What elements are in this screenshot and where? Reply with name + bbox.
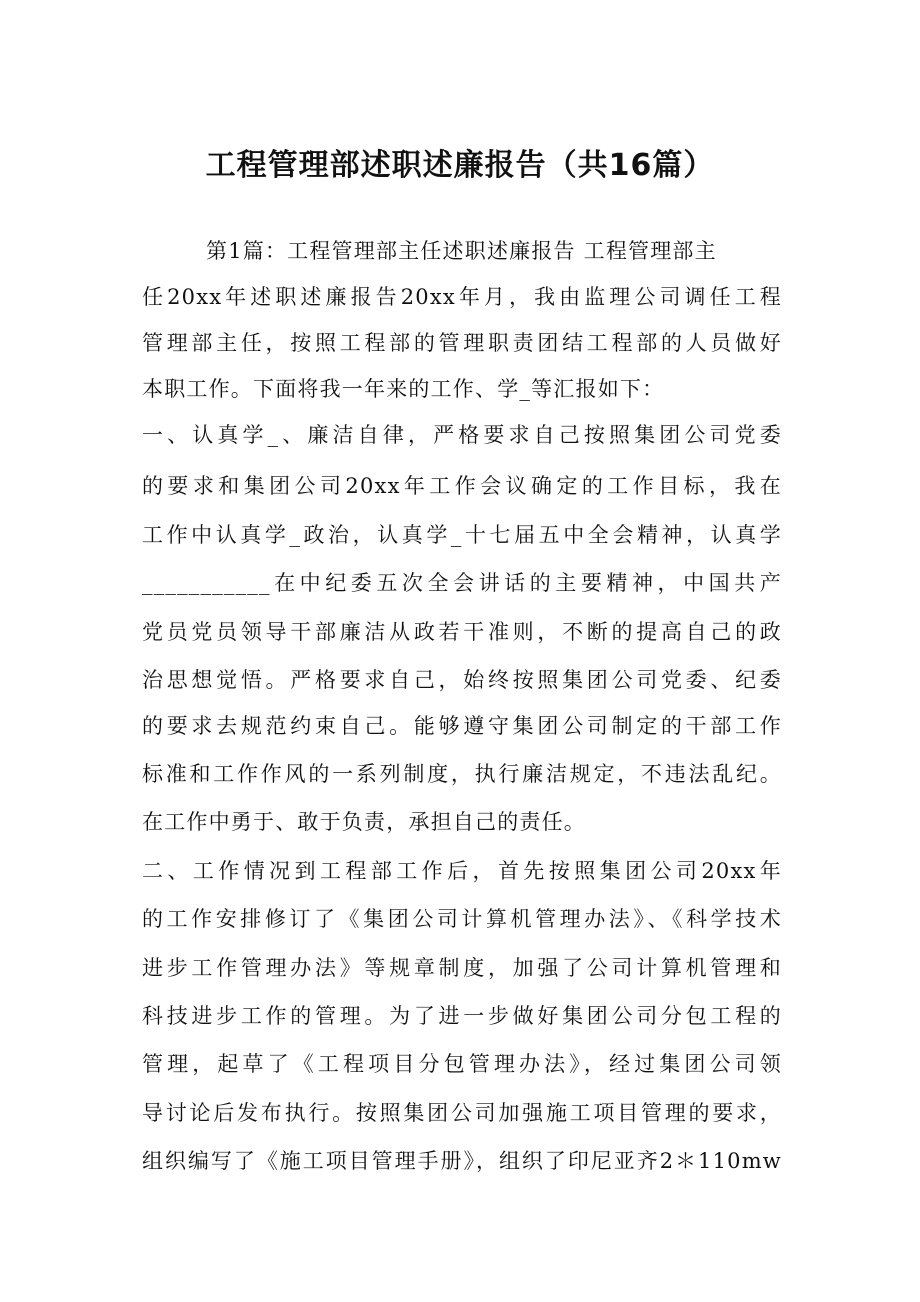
paragraph-line: 管理，起草了《工程项目分包管理办法》，经过集团公司领 — [142, 1052, 782, 1076]
paragraph-line: 二、工作情况到工程部工作后，首先按照集团公司20xx年 — [142, 859, 782, 883]
paragraph-line: 第1篇：工程管理部主任述职述廉报告 工程管理部主 — [206, 239, 717, 263]
paragraph-line: 在工作中勇于、敢于负责，承担自己的责任。 — [142, 810, 586, 834]
paragraph-line: 进步工作管理办法》等规章制度，加强了公司计算机管理和 — [142, 956, 782, 980]
paragraph-line: 治思想觉悟。严格要求自己，始终按照集团公司党委、纪委 — [142, 668, 782, 692]
paragraph-line: 的工作安排修订了《集团公司计算机管理办法》、《科学技术 — [142, 907, 782, 931]
paragraph-line: 导讨论后发布执行。按照集团公司加强施工项目管理的要求， — [142, 1101, 782, 1125]
paragraph-line: 本职工作。下面将我一年来的工作、学_等汇报如下： — [142, 377, 665, 401]
paragraph-line: 管理部主任，按照工程部的管理职责团结工程部的人员做好 — [142, 331, 782, 355]
paragraph-line: 科技进步工作的管理。为了进一步做好集团公司分包工程的 — [142, 1004, 782, 1028]
document-title: 工程管理部述职述廉报告（共16篇） — [205, 148, 715, 183]
paragraph-line: 任20xx年述职述廉报告20xx年月，我由监理公司调任工程 — [142, 285, 782, 309]
paragraph-line: ___________在中纪委五次全会讲话的主要精神，中国共产 — [142, 571, 782, 595]
paragraph-line: 工作中认真学_政治，认真学_十七届五中全会精神，认真学 — [142, 523, 782, 547]
paragraph-line: 的要求和集团公司20xx年工作会议确定的工作目标，我在 — [142, 474, 782, 498]
paragraph-line: 党员党员领导干部廉洁从政若干准则，不断的提高自己的政 — [142, 620, 782, 644]
paragraph-line: 的要求去规范约束自己。能够遵守集团公司制定的干部工作 — [142, 714, 782, 738]
paragraph-line: 组织编写了《施工项目管理手册》，组织了印尼亚齐2＊110mw — [142, 1149, 782, 1173]
paragraph-line: 标准和工作作风的一系列制度，执行廉洁规定，不违法乱纪。 — [142, 762, 782, 786]
paragraph-line: 一、认真学_、廉洁自律，严格要求自己按照集团公司党委 — [142, 423, 782, 447]
